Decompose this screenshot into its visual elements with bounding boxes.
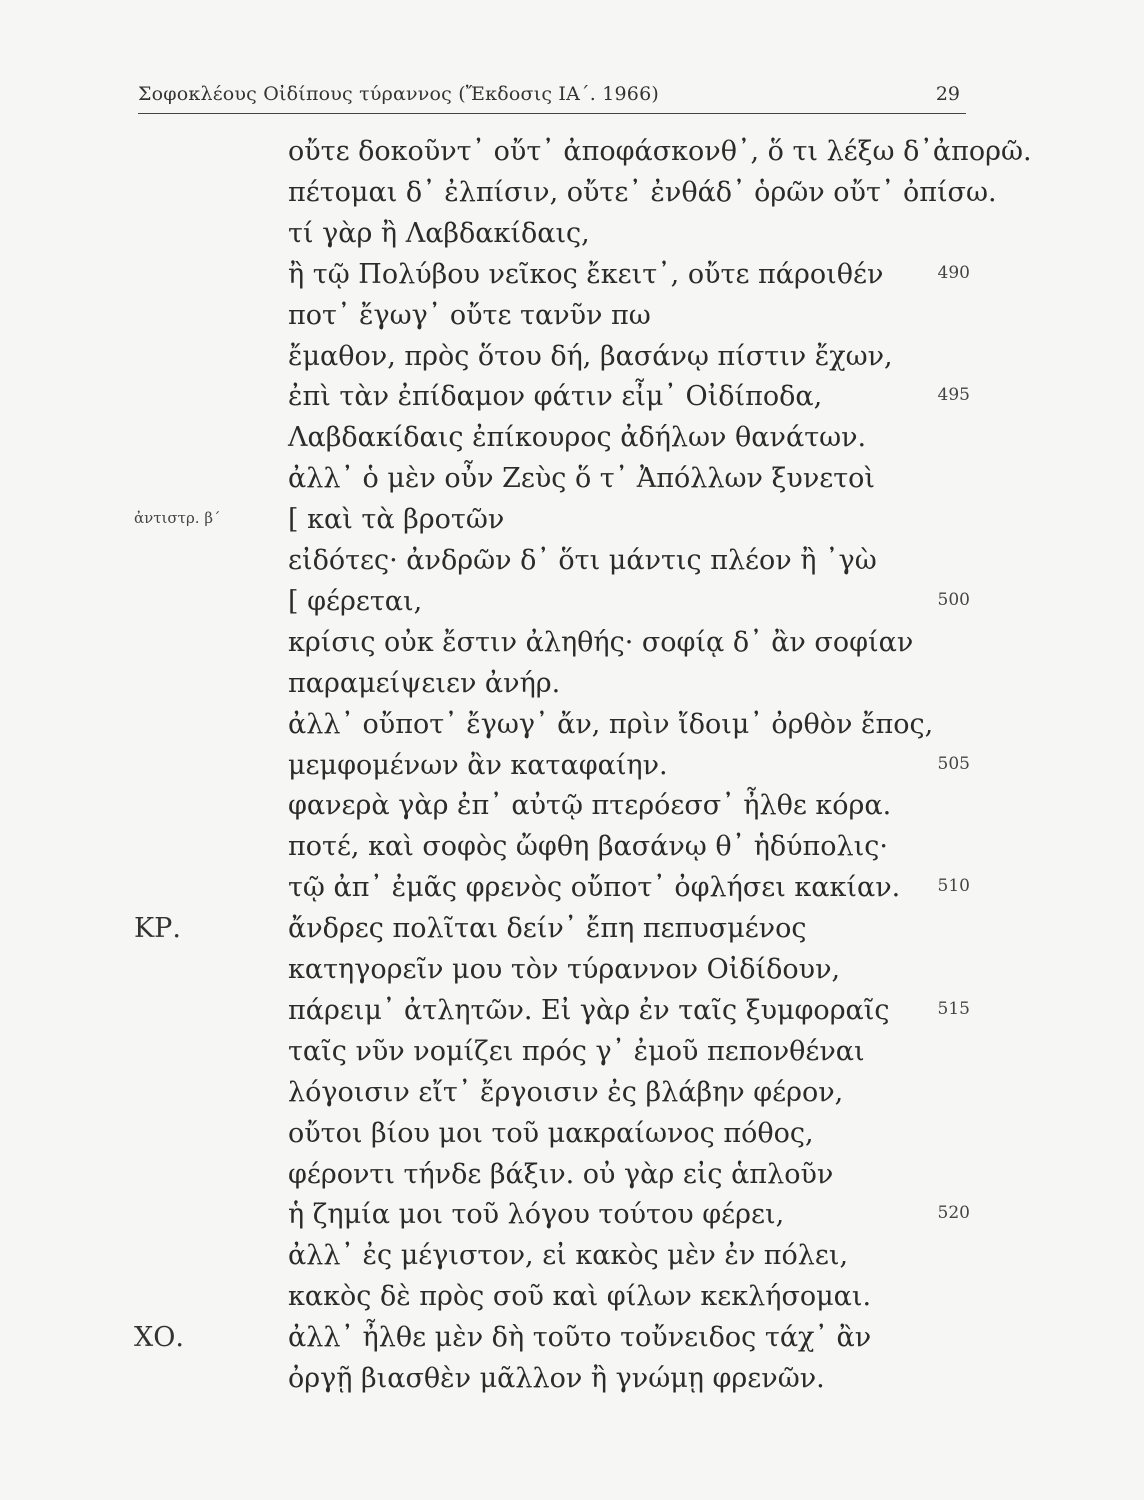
verse-line-text: φανερὰ γὰρ ἐπ᾽ αὐτῷ πτερόεσσ᾽ ἦλθε κόρα. xyxy=(288,790,892,822)
verse-line-text: ἔμαθον, πρὸς ὅτου δή, βασάνῳ πίστιν ἔχων, xyxy=(288,340,893,372)
verse-line xyxy=(0,173,1144,217)
verse-line xyxy=(0,132,1144,176)
verse-line-text: φέροντι τήνδε βάξιν. οὐ γὰρ εἰς ἁπλοῦν xyxy=(288,1158,834,1190)
verse-line xyxy=(0,909,1144,953)
line-number: 490 xyxy=(937,262,970,283)
verse-line-text: ἀλλ᾽ ἐς μέγιστον, εἰ κακὸς μὲν ἐν πόλει, xyxy=(288,1240,849,1272)
verse-line-text: παραμείψειεν ἀνήρ. xyxy=(288,667,561,699)
verse-line xyxy=(0,541,1144,585)
verse-line-text: οὔτε δοκοῦντ᾽ οὔτ᾽ ἀποφάσκονθ᾽, ὅ τι λέξω δ᾽ἀπορῶ. xyxy=(288,136,1032,167)
verse-line xyxy=(0,746,1144,790)
verse-line xyxy=(0,214,1144,258)
running-title: Σοφοκλέους Οἰδίπους τύραννος (Ἔκδοσις ΙΑ΄. 1966) xyxy=(138,83,659,105)
verse-line xyxy=(0,1359,1144,1403)
verse-line xyxy=(0,1073,1144,1117)
verse-line-text: κρίσις οὐκ ἔστιν ἀληθής· σοφίᾳ δ᾽ ἂν σοφίαν xyxy=(288,626,914,658)
verse-line-text: ἐπὶ τὰν ἐπίδαμον φάτιν εἶμ᾽ Οἰδίποδα, xyxy=(288,381,823,413)
antistrophe-marker: ἀντιστρ. β΄ xyxy=(134,509,221,528)
verse-line-text: ποτ᾽ ἔγωγ᾽ οὔτε τανῦν πω xyxy=(288,299,651,331)
verse-line-text: τί γὰρ ἢ Λαβδακίδαις, xyxy=(288,217,590,249)
verse-line-text: ποτέ, καὶ σοφὸς ὤφθη βασάνῳ θ᾽ ἡδύπολις· xyxy=(288,831,888,863)
verse-line xyxy=(0,950,1144,994)
verse-line xyxy=(0,705,1144,749)
verse-line xyxy=(0,377,1144,421)
verse-line xyxy=(0,582,1144,626)
verse-line-text: ἀλλ᾽ ἦλθε μὲν δὴ τοῦτο τοὔνειδος τάχ᾽ ἂν xyxy=(288,1322,872,1354)
verse-line xyxy=(0,337,1144,381)
page-number: 29 xyxy=(935,83,960,105)
line-number: 495 xyxy=(937,385,970,406)
verse-line xyxy=(0,459,1144,503)
verse-line-text: τῷ ἀπ᾽ ἐμᾶς φρενὸς οὔποτ᾽ ὀφλήσει κακίαν. xyxy=(288,872,901,904)
verse-line xyxy=(0,664,1144,708)
verse-line xyxy=(0,1114,1144,1158)
verse-line-text: εἰδότες· ἀνδρῶν δ᾽ ὅτι μάντις πλέον ἢ ᾽γὼ xyxy=(288,545,877,576)
verse-line xyxy=(0,296,1144,340)
verse-line xyxy=(0,1155,1144,1199)
verse-line xyxy=(0,1318,1144,1362)
verse-line-text: ταῖς νῦν νομίζει πρός γ᾽ ἐμοῦ πεπονθέναι xyxy=(288,1035,865,1067)
line-number: 500 xyxy=(937,589,970,610)
verse-line xyxy=(0,255,1144,299)
speaker-label: ΧΟ. xyxy=(134,1322,184,1354)
verse-line-text: κατηγορεῖν μου τὸν τύραννον Οἰδίδουν, xyxy=(288,954,841,985)
verse-line-text: πέτομαι δ᾽ ἐλπίσιν, οὔτε᾽ ἐνθάδ᾽ ὁρῶν οὔτ᾽ ὀπίσω. xyxy=(288,176,997,208)
verse-line-text: ἀλλ᾽ ὁ μὲν οὖν Ζεὺς ὅ τ᾽ Ἀπόλλων ξυνετοὶ xyxy=(288,463,875,495)
line-number: 505 xyxy=(937,753,970,774)
verse-line-text: Λαβδακίδαις ἐπίκουρος ἀδήλων θανάτων. xyxy=(288,422,867,454)
verse-line-text: [ φέρεται, xyxy=(288,585,423,617)
verse-line-text: ἡ ζημία μοι τοῦ λόγου τούτου φέρει, xyxy=(288,1199,785,1231)
speaker-label: ΚΡ. xyxy=(134,913,181,945)
verse-line xyxy=(0,1236,1144,1280)
verse-line-text: ἄνδρες πολῖται δείν᾽ ἔπη πεπυσμένος xyxy=(288,913,807,945)
line-number: 520 xyxy=(937,1203,970,1224)
verse-line xyxy=(0,623,1144,667)
verse-line-text: κακὸς δὲ πρὸς σοῦ καὶ φίλων κεκλήσομαι. xyxy=(288,1281,872,1313)
verse-line-text: ὀργῇ βιασθὲν μᾶλλον ἢ γνώμῃ φρενῶν. xyxy=(288,1363,825,1394)
verse-line xyxy=(0,500,1144,544)
verse-line-text: ἀλλ᾽ οὔποτ᾽ ἔγωγ᾽ ἄν, πρὶν ἴδοιμ᾽ ὀρθὸν ἔπος, xyxy=(288,708,934,740)
line-number: 515 xyxy=(937,998,970,1019)
verse-line xyxy=(0,1277,1144,1321)
verse-line xyxy=(0,827,1144,871)
verse-line xyxy=(0,786,1144,830)
line-number: 510 xyxy=(937,876,970,897)
verse-line-text: λόγοισιν εἴτ᾽ ἔργοισιν ἐς βλάβην φέρον, xyxy=(288,1076,844,1108)
verse-line-text: οὔτοι βίου μοι τοῦ μακραίωνος πόθος, xyxy=(288,1117,814,1149)
verse-line xyxy=(0,418,1144,462)
verse-line-text: πάρειμ᾽ ἀτλητῶν. Εἰ γὰρ ἐν ταῖς ξυμφοραῖς xyxy=(288,994,890,1026)
verse-line xyxy=(0,1032,1144,1076)
verse-line-text: ἢ τῷ Πολύβου νεῖκος ἔκειτ᾽, οὔτε πάροιθέν xyxy=(288,258,884,290)
verse-line xyxy=(0,991,1144,1035)
verse-line xyxy=(0,1195,1144,1239)
verse-line-text: μεμφομένων ἂν καταφαίην. xyxy=(288,749,668,781)
verse-line-text: [ καὶ τὰ βροτῶν xyxy=(288,504,505,536)
verse-line xyxy=(0,868,1144,912)
